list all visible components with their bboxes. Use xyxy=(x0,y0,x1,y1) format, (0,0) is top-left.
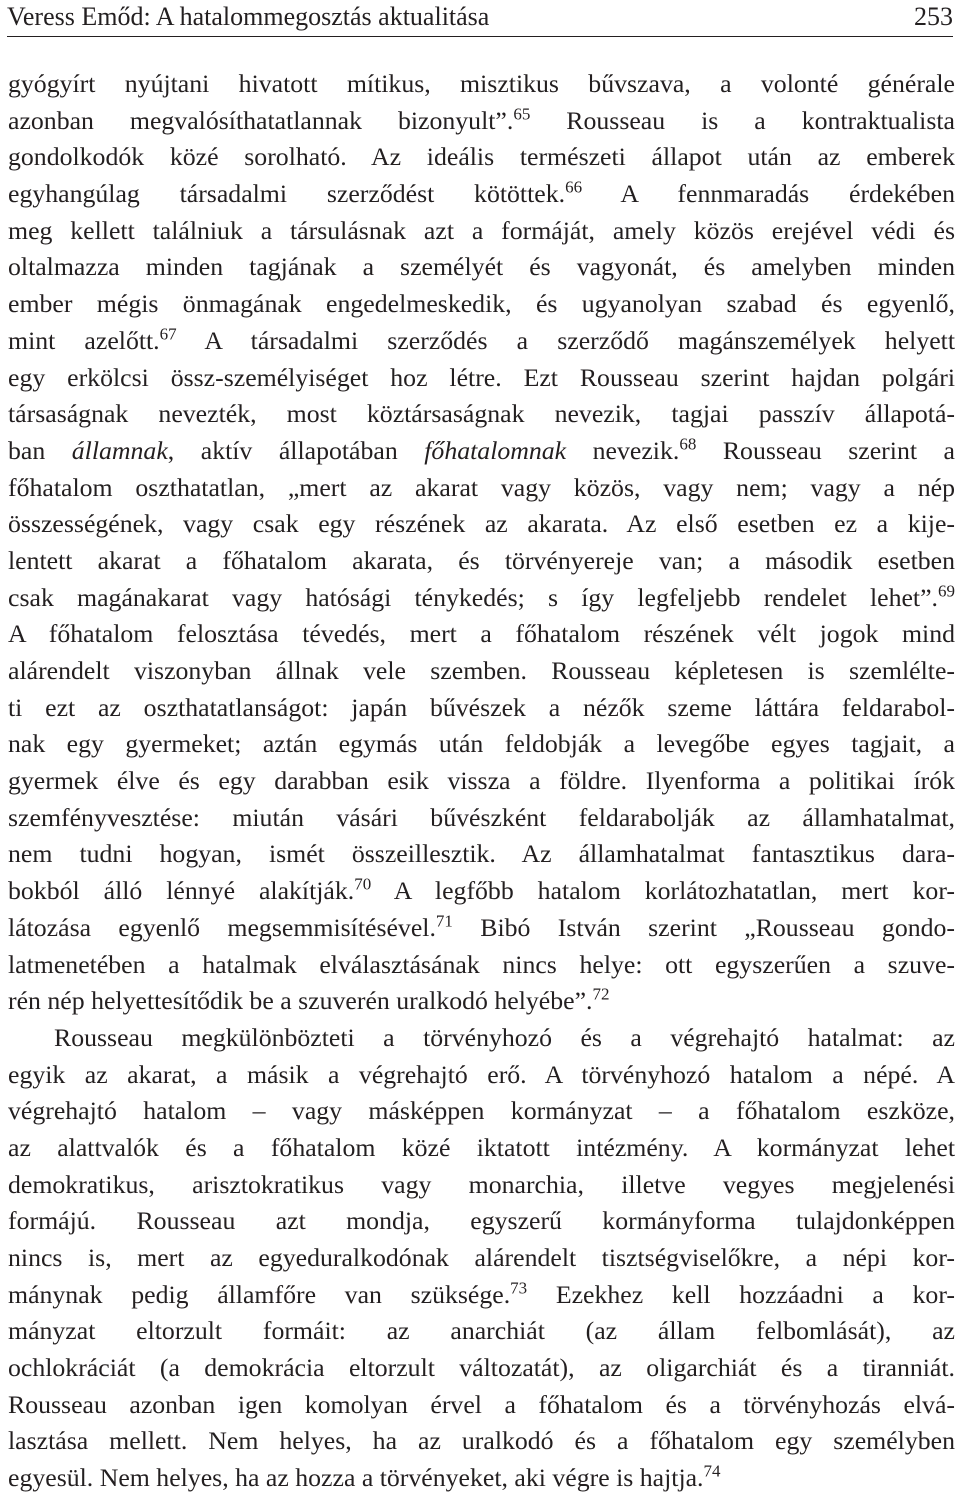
text-line: nak egy gyermeket; aztán egymás után feldobják a levegőbe egyes tagjait, a xyxy=(8,729,955,759)
text-line: Rousseau megkülönbözteti a törvényhozó és a végrehajtó hatalmat: az xyxy=(54,1022,955,1052)
text-line: alárendelt viszonyban állnak vele szemben. Rousseau képletesen is szemlélte- xyxy=(8,656,955,685)
footnote-ref: 67 xyxy=(159,324,177,344)
footnote-ref: 68 xyxy=(679,434,697,454)
footnote-ref: 73 xyxy=(510,1278,528,1298)
text-segment: mánynak pedig államfőre van szüksége. xyxy=(8,1279,511,1309)
text-line: főhatalom oszthatatlan, „mert az akarat vagy közös, vagy nem; vagy a nép xyxy=(8,472,955,502)
text-line xyxy=(8,1460,955,1497)
italic-term: főhatalomnak xyxy=(424,435,567,465)
text-segment: A társadalmi szerződés a szerződő magánszemélyek helyett xyxy=(176,325,956,355)
footnote-ref: 69 xyxy=(938,581,955,601)
text-segment: egyesül. Nem helyes, ha az hozza a törvényeket, aki végre is hajtja. xyxy=(8,1463,704,1493)
text-line xyxy=(8,323,955,360)
running-title: Veress Emőd: A hatalommegosztás aktualitása xyxy=(7,2,490,31)
text-line: A főhatalom felosztása tévedés, mert a főhatalom részének vélt jogok mind xyxy=(8,619,955,649)
text-line: demokratikus, arisztokratikus vagy monarchia, illetve vegyes megjelenési xyxy=(8,1169,955,1199)
text-segment: mint azelőtt. xyxy=(8,325,160,355)
text-line: társaságnak nevezték, most köztársaságnak nevezik, tagjai passzív állapotá- xyxy=(8,399,955,429)
text-line xyxy=(8,176,955,213)
text-segment: látozása egyenlő megsemmisítésével. xyxy=(8,912,436,942)
text-segment: , aktív állapotában xyxy=(167,435,425,465)
text-line xyxy=(8,580,955,617)
text-segment: rén nép helyettesítődik be a szuverén uralkodó helyébe”. xyxy=(8,986,593,1016)
text-segment: Rousseau is a kontraktualista xyxy=(530,105,956,135)
text-line: összességének, vagy csak egy részének az akarata. Az első esetben ez a kije- xyxy=(8,509,955,539)
text-segment: csak magánakarat vagy hatósági ténykedés; s így legfeljebb rendelet lehet”. xyxy=(8,582,938,612)
text-line: oltalmazza minden tagjának a személyét és vagyonát, és amelyben minden xyxy=(8,252,955,282)
text-segment: A fennmaradás érdekében xyxy=(582,179,955,209)
text-line: gyógyírt nyújtani hivatott mítikus, misztikus bűvszava, a volonté générale xyxy=(8,69,955,98)
running-header xyxy=(7,0,953,37)
footnote-ref: 65 xyxy=(513,104,531,124)
text-segment: Ezekhez kell hozzáadni a kor- xyxy=(527,1279,955,1309)
text-line: Rousseau azonban igen komolyan érvel a főhatalom és a törvényhozás elvá- xyxy=(8,1389,955,1419)
text-line: latmenetében a hatalmak elválasztásának nincs helye: ott egyszerűen a szuve- xyxy=(8,949,955,979)
text-line xyxy=(8,1277,955,1314)
text-line: gondolkodók közé sorolható. Az ideális természeti állapot után az emberek xyxy=(8,142,955,172)
text-line: gyermek élve és egy darabban esik vissza a földre. Ilyenforma a politikai írók xyxy=(8,766,955,796)
footnote-ref: 72 xyxy=(592,984,610,1004)
text-line: nem tudni hogyan, ismét összeillesztik. Az államhatalmat fantasztikus dara- xyxy=(8,839,955,869)
text-segment: Bibó István szerint „Rousseau gondo- xyxy=(452,912,956,942)
text-segment: A legfőbb hatalom korlátozhatatlan, mert kor- xyxy=(371,876,955,906)
text-line: ember mégis önmagának engedelmeskedik, és ugyanolyan szabad és egyenlő, xyxy=(8,289,955,319)
text-line xyxy=(8,910,955,947)
text-line: ochlokráciát (a demokrácia eltorzult változatát), az oligarchiát és a tiranniát. xyxy=(8,1353,955,1383)
italic-term: államnak xyxy=(71,435,168,465)
text-line: lasztása mellett. Nem helyes, ha az uralkodó és a főhatalom egy személyben xyxy=(8,1426,955,1456)
text-line: az alattvalók és a főhatalom közé iktatott intézmény. A kormányzat lehet xyxy=(8,1132,955,1162)
text-segment: ban xyxy=(8,435,72,465)
text-line: formájú. Rousseau azt mondja, egyszerű kormányforma tulajdonképpen xyxy=(8,1206,955,1236)
text-line: ti ezt az oszthatatlanságot: japán bűvészek a nézők szeme láttára feldarabol- xyxy=(8,692,955,722)
footnote-ref: 71 xyxy=(435,911,453,931)
page-number: 253 xyxy=(914,2,953,31)
text-line xyxy=(8,433,955,470)
text-line: lentett akarat a főhatalom akarata, és törvényereje van; a második esetben xyxy=(8,545,955,575)
text-line: meg kellett találniuk a társulásnak azt a formáját, amely közös erejével védi és xyxy=(8,215,955,245)
text-segment: nevezik. xyxy=(566,435,680,465)
footnote-ref: 74 xyxy=(703,1461,721,1481)
text-line xyxy=(8,983,955,1020)
text-segment: Rousseau szerint a xyxy=(696,435,955,465)
footnote-ref: 66 xyxy=(565,177,583,197)
text-segment: azonban megvalósíthatatlannak bizonyult”. xyxy=(8,105,514,135)
text-line xyxy=(8,873,955,910)
text-segment: egyhangúlag társadalmi szerződést kötöttek. xyxy=(8,179,566,209)
text-line: szemfényvesztése: miután vásári bűvészként feldarabolják az államhatalmat, xyxy=(8,802,955,832)
footnote-ref: 70 xyxy=(354,874,372,894)
text-line: nincs is, mert az egyeduralkodónak alárendelt tisztségviselőkre, a népi kor- xyxy=(8,1243,955,1272)
body-text xyxy=(8,66,955,1497)
text-line: végrehajtó hatalom – vagy másképpen kormányzat – a főhatalom eszköze, xyxy=(8,1096,955,1126)
text-line: egyik az akarat, a másik a végrehajtó erő. A törvényhozó hatalom a népé. A xyxy=(8,1059,955,1089)
text-segment: bokból álló lénnyé alakítják. xyxy=(8,876,355,906)
text-line: mányzat eltorzult formáit: az anarchiát (az állam felbomlását), az xyxy=(8,1316,955,1346)
text-line: egy erkölcsi össz-személyiséget hoz létre. Ezt Rousseau szerint hajdan polgári xyxy=(8,362,955,392)
text-line xyxy=(8,103,955,140)
